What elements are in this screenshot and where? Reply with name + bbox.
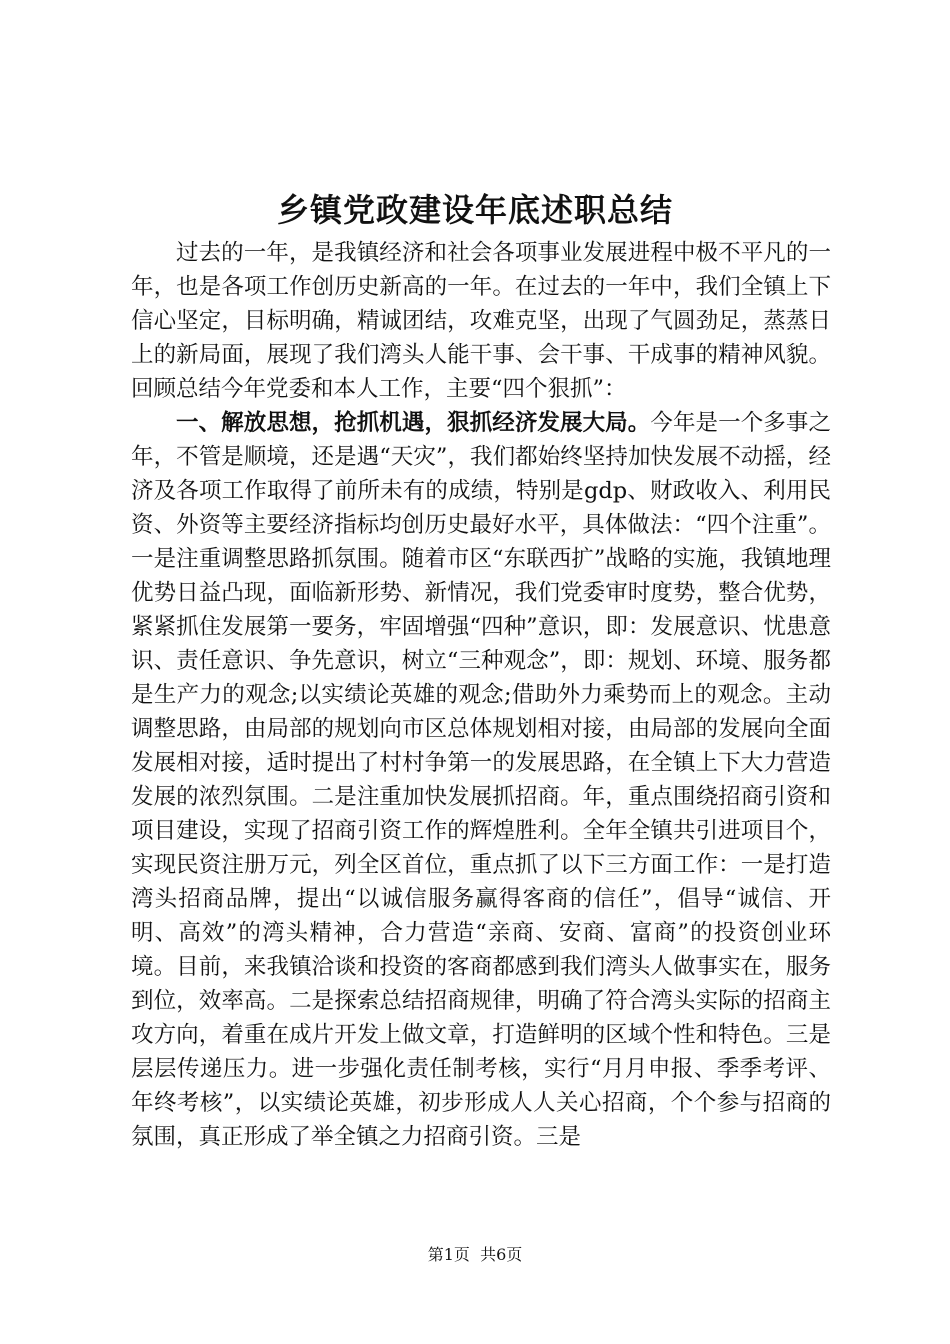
document-body [131, 236, 831, 1154]
intro-paragraph: 过去的一年，是我镇经济和社会各项事业发展进程中极不平凡的一年，也是各项工作创历史新高的一年。在过去的一年中，我们全镇上下信心坚定，目标明确，精诚团结，攻难克坚，出现了气圆劲足，蒸蒸日上的新局面，展现了我们湾头人能干事、会干事、干成事的精神风貌。回顾总结今年党委和本人工作，主要“四个狠抓”： [131, 240, 831, 402]
page-footer [0, 1243, 950, 1267]
section-1-heading: 一、解放思想，抢抓机遇，狠抓经济发展大局。 [176, 410, 651, 436]
page-total: 共6页 [480, 1245, 523, 1264]
footer-spacer [470, 1245, 480, 1264]
section-1-paragraph [131, 406, 831, 1154]
page-number: 第1页 [427, 1245, 470, 1264]
section-1-body: 今年是一个多事之年，不管是顺境，还是遇“天灾”，我们都始终坚持加快发展不动摇，经济及各项工作取得了前所未有的成绩，特别是gdp、财政收入、利用民资、外资等主要经济指标均创历史最好水平，具体做法：“四个注重”。一是注重调整思路抓氛围。随着市区“东联西扩”战略的实施，我镇地理优势日益凸现，面临新形势、新情况，我们党委审时度势，整合优势，紧紧抓住发展第一要务，牢固增强“四种”意识，即：发展意识、忧患意识、责任意识、争先意识，树立“三种观念”，即：规划、环境、服务都是生产力的观念;以实绩论英雄的观念;借助外力乘势而上的观念。主动调整思路，由局部的规划向市区总体规划相对接，由局部的发展向全面发展相对接，适时提出了村村争第一的发展思路，在全镇上下大力营造发展的浓烈氛围。二是注重加快发展抓招商。年，重点围绕招商引资和项目建设，实现了招商引资工作的辉煌胜利。全年全镇共引进项目个，实现民资注册万元，列全区首位，重点抓了以下三方面工作：一是打造湾头招商品牌，提出“以诚信服务赢得客商的信任”，倡导“诚信、开明、高效”的湾头精神，合力营造“亲商、安商、富商”的投资创业环境。目前，来我镇洽谈和投资的客商都感到我们湾头人做事实在，服务到位，效率高。二是探索总结招商规律，明确了符合湾头实际的招商主攻方向，着重在成片开发上做文章，打造鲜明的区域个性和特色。三是层层传递压力。进一步强化责任制考核，实行“月月申报、季季考评、年终考核”，以实绩论英雄，初步形成人人关心招商，个个参与招商的氛围，真正形成了举全镇之力招商引资。三是 [131, 410, 831, 1150]
document-title: 乡镇党政建设年底述职总结 [276, 191, 673, 229]
